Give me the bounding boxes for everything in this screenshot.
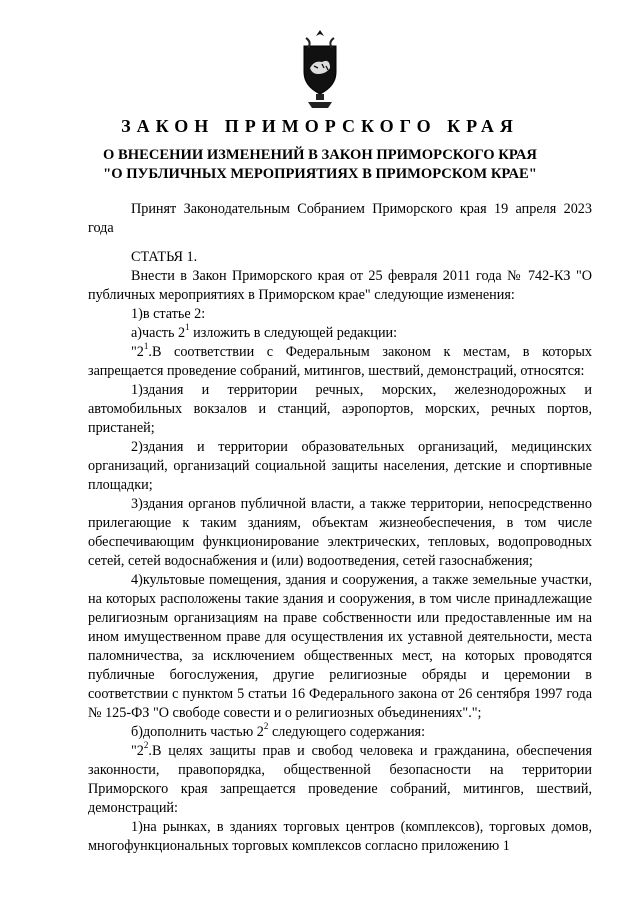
part-2-1: "$2^1.В$ соответствии с Федеральным законом к местам, в которых запрещается проведение собраний, митингов, шествий, демонстраций, относятся: (88, 341, 592, 379)
part-2-2-point-1: 1)на рынках, в зданиях торговых центров (комплексов), торговых домов, многофункциональных торговых комплексов согласно приложению 1 (88, 819, 592, 854)
law-body (88, 200, 592, 856)
coat-of-arms-emblem (296, 28, 344, 112)
list-point-2: 2)здания и территории образовательных организаций, медицинских организаций, организаций социальной защиты населения, детские и спортивные площадки; (88, 439, 592, 493)
law-subtitle (0, 146, 640, 184)
subtitle-line-1: О ВНЕСЕНИИ ИЗМЕНЕНИЙ В ЗАКОН ПРИМОРСКОГО КРАЯ (103, 147, 537, 163)
list-point-3: 3)здания органов публичной власти, а также территории, непосредственно прилегающие к таким зданиям, объектам жизнеобеспечения, в том числе обеспечивающим функционирование электрических, тепловых, водопроводных сетей, сетей водоснабжения и (или) водоотведения, сетей газоснабжения; (88, 496, 592, 569)
list-point-4: 4)культовые помещения, здания и сооружения, а также земельные участки, на которых расположены такие здания и сооружения, в том числе принадлежащие религиозным организациям на праве собственности или предоставленные им на ином имущественном праве для осуществления их уставной деятельности, места паломничества, за исключением общественных мест, на которых проводятся публичные богослужения, другие религиозные обряды и церемонии в соответствии с пунктом 5 статьи 16 Федерального закона от 26 сентября 1997 года № 125-ФЗ "О свободе совести и о религиозных объединениях"."; (88, 572, 592, 721)
subtitle-line-2: "О ПУБЛИЧНЫХ МЕРОПРИЯТИЯХ В ПРИМОРСКОМ КРАЕ" (103, 166, 537, 182)
adoption-statement: Принят Законодательным Собранием Приморского края 19 апреля 2023 года (88, 201, 592, 236)
law-title: ЗАКОН ПРИМОРСКОГО КРАЯ (121, 116, 519, 136)
article-intro: Внести в Закон Приморского края от 25 февраля 2011 года № 742-КЗ "О публичных мероприятиях в Приморском крае" следующие изменения: (88, 268, 592, 303)
item-a: а)часть $2^1$ изложить в следующей редакции: (131, 322, 398, 341)
item-b: б)дополнить частью $2^2$ следующего содержания: (131, 721, 426, 740)
item-1: 1)в статье 2: (131, 306, 206, 322)
article-heading: СТАТЬЯ 1. (131, 249, 198, 265)
part-2-2: "$2^2.В$ целях защиты прав и свобод человека и гражданина, обеспечения законности, правопорядка, общественной безопасности на территории Приморского края запрещается проведение собраний, митингов, шествий, демонстраций: (88, 740, 592, 816)
list-point-1: 1)здания и территории речных, морских, железнодорожных и автомобильных вокзалов и станций, аэропортов, морских, речных портов, пристаней; (88, 382, 592, 436)
